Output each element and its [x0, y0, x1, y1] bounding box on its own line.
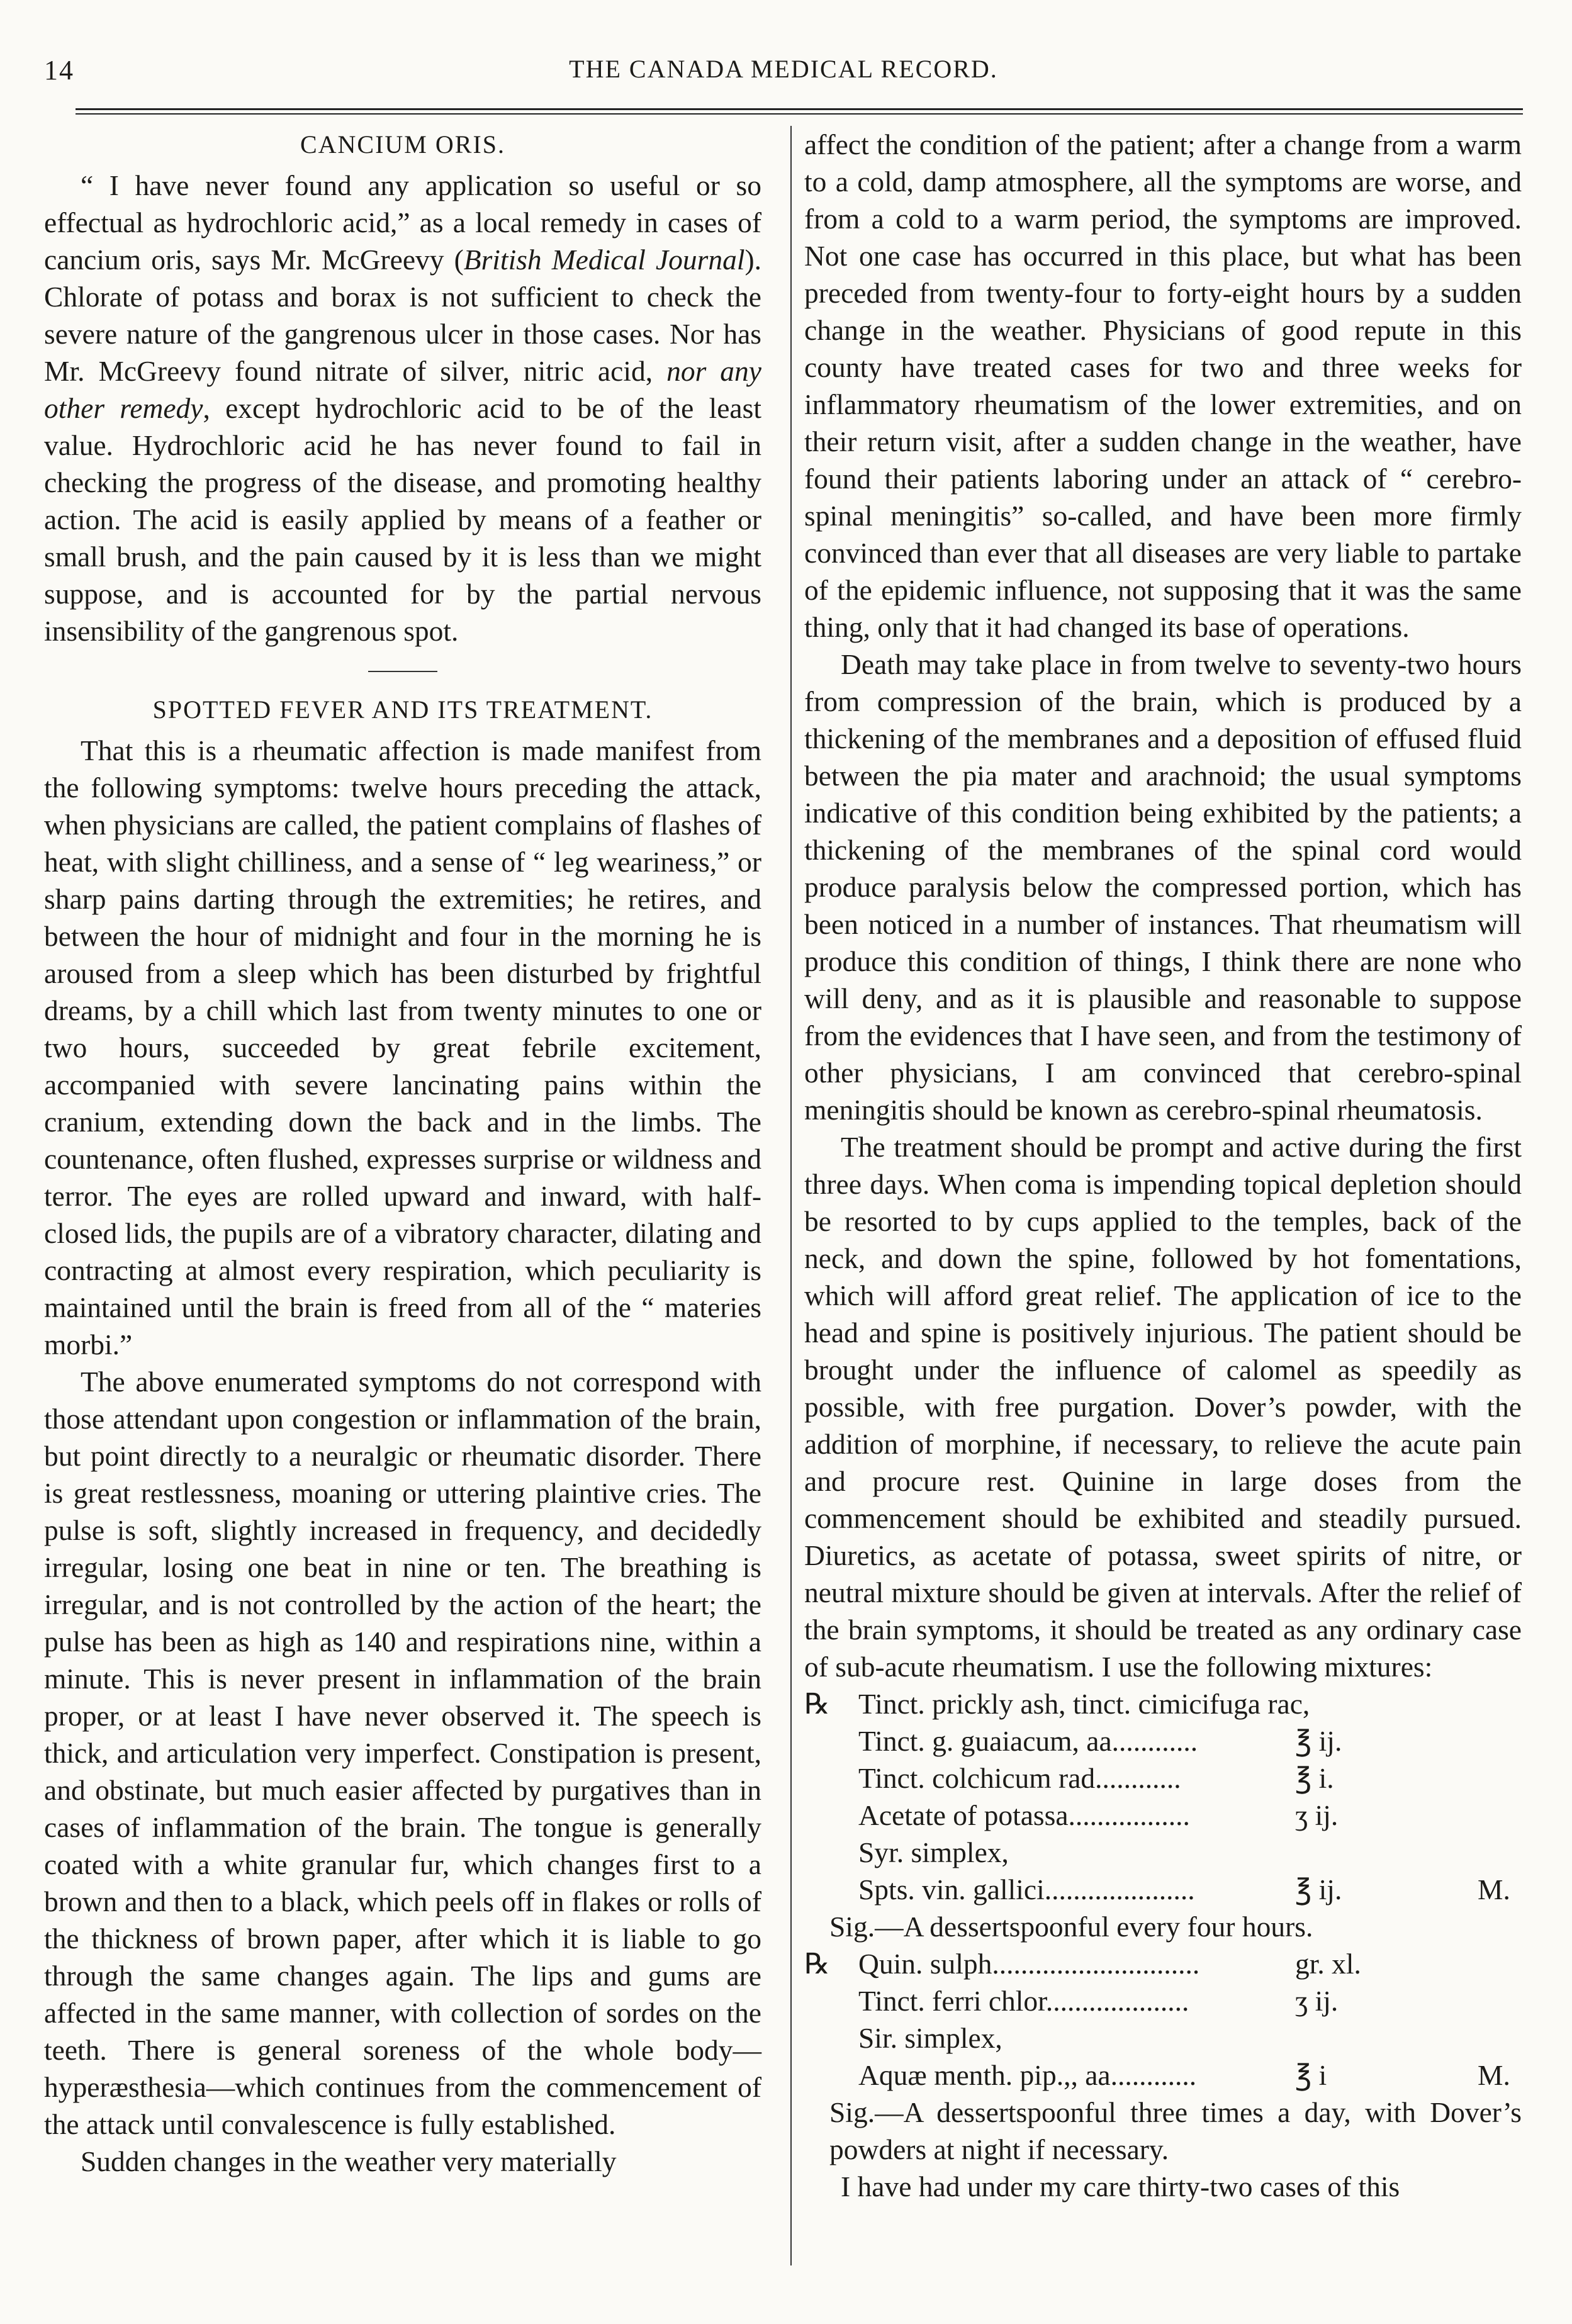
prescription-1	[804, 1685, 1522, 1908]
paragraph: The treatment should be prompt and active during the first three days. When coma is impending topical depletion should be resorted to by cups applied to the temples, back of the neck, and down the spine, followed by hot fomentations, which will afford great relief. The application of ice to the head and spine is positively injurious. The patient should be brought under the influence of calomel as speedily as possible, with free purgation. Dover’s powder, with the addition of morphine, if necessary, to relieve the acute pain and procure rest. Quinine in large doses from the commencement should be exhibited and steadily pursued. Diuretics, as acetate of potassa, sweet spirits of nitre, or neutral mixture should be given at intervals. After the relief of the brain symptoms, it should be treated as any ordinary case of sub-acute rheumatism. I use the following mixtures:	[804, 1131, 1522, 1683]
column-divider	[790, 126, 792, 2265]
journal-title: THE CANADA MEDICAL RECORD.	[569, 55, 998, 83]
emphasis-italic: nor any other remedy	[44, 355, 761, 424]
section-rule	[368, 671, 437, 672]
prescription-line: Tinct. colchicum rad............ ℥ i.	[858, 1762, 1334, 1794]
article-title-cancium-oris: CANCIUM ORIS.	[300, 130, 506, 159]
signatura: Sig.—A dessertspoonful every four hours.	[829, 1911, 1313, 1943]
recipe-icon: ℞	[804, 1688, 830, 1720]
paragraph: The above enumerated symptoms do not correspond with those attendant upon congestion or inflammation of the brain, but point directly to a neuralgic or rheumatic disorder. There is great restlessness, moaning or uttering plaintive cries. The pulse is soft, slightly increased in frequency, and decidedly irregular, losing one beat in nine or ten. The breathing is irregular, and is not controlled by the action of the heart; the pulse has been as high as 140 and respirations nine, within a minute. This is never present in inflammation of the brain proper, or at least I have never observed it. The speech is thick, and articulation very imperfect. Constipation is present, and obstinate, but much easier affected by purgatives than in cases of inflammation of the brain. The tongue is generally coated with a white granular fur, which changes first to a brown and then to a black, which peels off in flakes or rolls of the thickness of brown paper, after which it is liable to go through the same changes again. The lips and gums are affected in the same manner, with collection of sordes on the teeth. There is general soreness of the whole body—hyperæsthesia—which continues from the commencement of the attack until convalescence is fully established.	[44, 1366, 761, 2140]
left-column	[44, 126, 761, 2180]
right-column	[804, 126, 1522, 2205]
paragraph: Sudden changes in the weather very materially	[81, 2145, 617, 2177]
prescription-line: Tinct. g. guaiacum, aa............ ℥ ij.	[858, 1725, 1342, 1757]
header-rule	[76, 108, 1523, 110]
prescription-line: ℞ Quin. sulph............................. gr. xl.	[804, 1945, 1522, 1982]
paragraph: I have had under my care thirty-two cases of this	[841, 2170, 1400, 2203]
prescription-2	[804, 1945, 1522, 2094]
paragraph: affect the condition of the patient; after a change from a warm to a cold, damp atmosphere, all the symptoms are worse, and from a cold to a warm period, the symptoms are improved. Not one case has occurred in this place, but what has been preceded from twenty-four to forty-eight hours by a sudden change in the weather. Physicians of good repute in this county have treated cases for two and three weeks for inflammatory rheumatism of the lower extremities, and on their return visit, after a sudden change in the weather, have found their patients laboring under an attack of “ cerebro-spinal meningitis” so-called, and have been more firmly convinced than ever that all diseases are very liable to partake of the epidemic influence, not supposing that it was the same thing, only that it had changed its base of operations.	[804, 128, 1522, 643]
prescription-line: Tinct. ferri chlor.................... ʒ ij.	[858, 1985, 1339, 2017]
signatura: Sig.—A dessertspoonful three times a day, with Dover’s powders at night if necessary.	[829, 2096, 1522, 2165]
prescription-line: Sir. simplex,	[858, 2022, 1002, 2054]
prescription-line: Aquæ menth. pip.,, aa............ ℥ i M.	[858, 2059, 1510, 2091]
page-number: 14	[44, 55, 74, 86]
paragraph: “ I have never found any application so useful or so effectual as hydrochloric acid,” as a local remedy in cases of cancium oris, says Mr. McGreevy (British Medical Journal). Chlorate of potass and borax is not sufficient to check the severe nature of the gangrenous ulcer in those cases. Nor has Mr. McGreevy found nitrate of silver, nitric acid, nor any other remedy, except hydrochloric acid to be of the least value. Hydrochloric acid he has never found to fail in checking the progress of the disease, and promoting healthy action. The acid is easily applied by means of a feather or small brush, and the pain caused by it is less than we might suppose, and is accounted for by the partial nervous insensibility of the gangrenous spot.	[44, 169, 762, 647]
page-header	[44, 49, 1523, 93]
recipe-icon: ℞	[804, 1948, 830, 1980]
paragraph: That this is a rheumatic affection is made manifest from the following symptoms: twelve hours preceding the attack, when physicians are called, the patient complains of flashes of heat, with slight chilliness, and a sense of “ leg weariness,” or sharp pains darting through the extremities; he retires, and between the hour of midnight and four in the morning he is aroused from a sleep which has been disturbed by frightful dreams, by a chill which last from twenty minutes to one or two hours, succeeded by great febrile excitement, accompanied with severe lancinating pains within the cranium, extending down the back and in the limbs. The countenance, often flushed, expresses surprise or wildness and terror. The eyes are rolled upward and inward, with half-closed lids, the pupils are of a vibratory character, dilating and contracting at almost every respiration, which peculiarity is maintained until the brain is freed from all of the “ materies morbi.”	[44, 734, 761, 1361]
prescription-line: Syr. simplex,	[858, 1836, 1009, 1868]
citation-italic: British Medical Journal	[463, 244, 745, 276]
prescription-line: Spts. vin. gallici..................... ℥ ij. M.	[858, 1873, 1510, 1906]
header-rule-thin	[76, 113, 1523, 115]
paragraph: Death may take place in from twelve to seventy-two hours from compression of the brain, which is produced by a thickening of the membranes and a deposition of effused fluid between the pia mater and arachnoid; the usual symptoms indicative of this condition being exhibited by the patients; a thickening of the membranes of the spinal cord would produce paralysis below the compressed portion, which has been noticed in a number of instances. That rheumatism will produce this condition of things, I think there are none who will deny, and as it is plausible and reasonable to suppose from the evidences that I have seen, and from the testimony of other physicians, I am convinced that cerebro-spinal meningitis should be known as cerebro-spinal rheumatosis.	[804, 648, 1522, 1126]
prescription-line: ℞ Tinct. prickly ash, tinct. cimicifuga rac,	[804, 1685, 1522, 1722]
article-title-spotted-fever: SPOTTED FEVER AND ITS TREATMENT.	[152, 695, 653, 724]
prescription-line: Acetate of potassa................. ʒ ij.	[858, 1799, 1339, 1831]
